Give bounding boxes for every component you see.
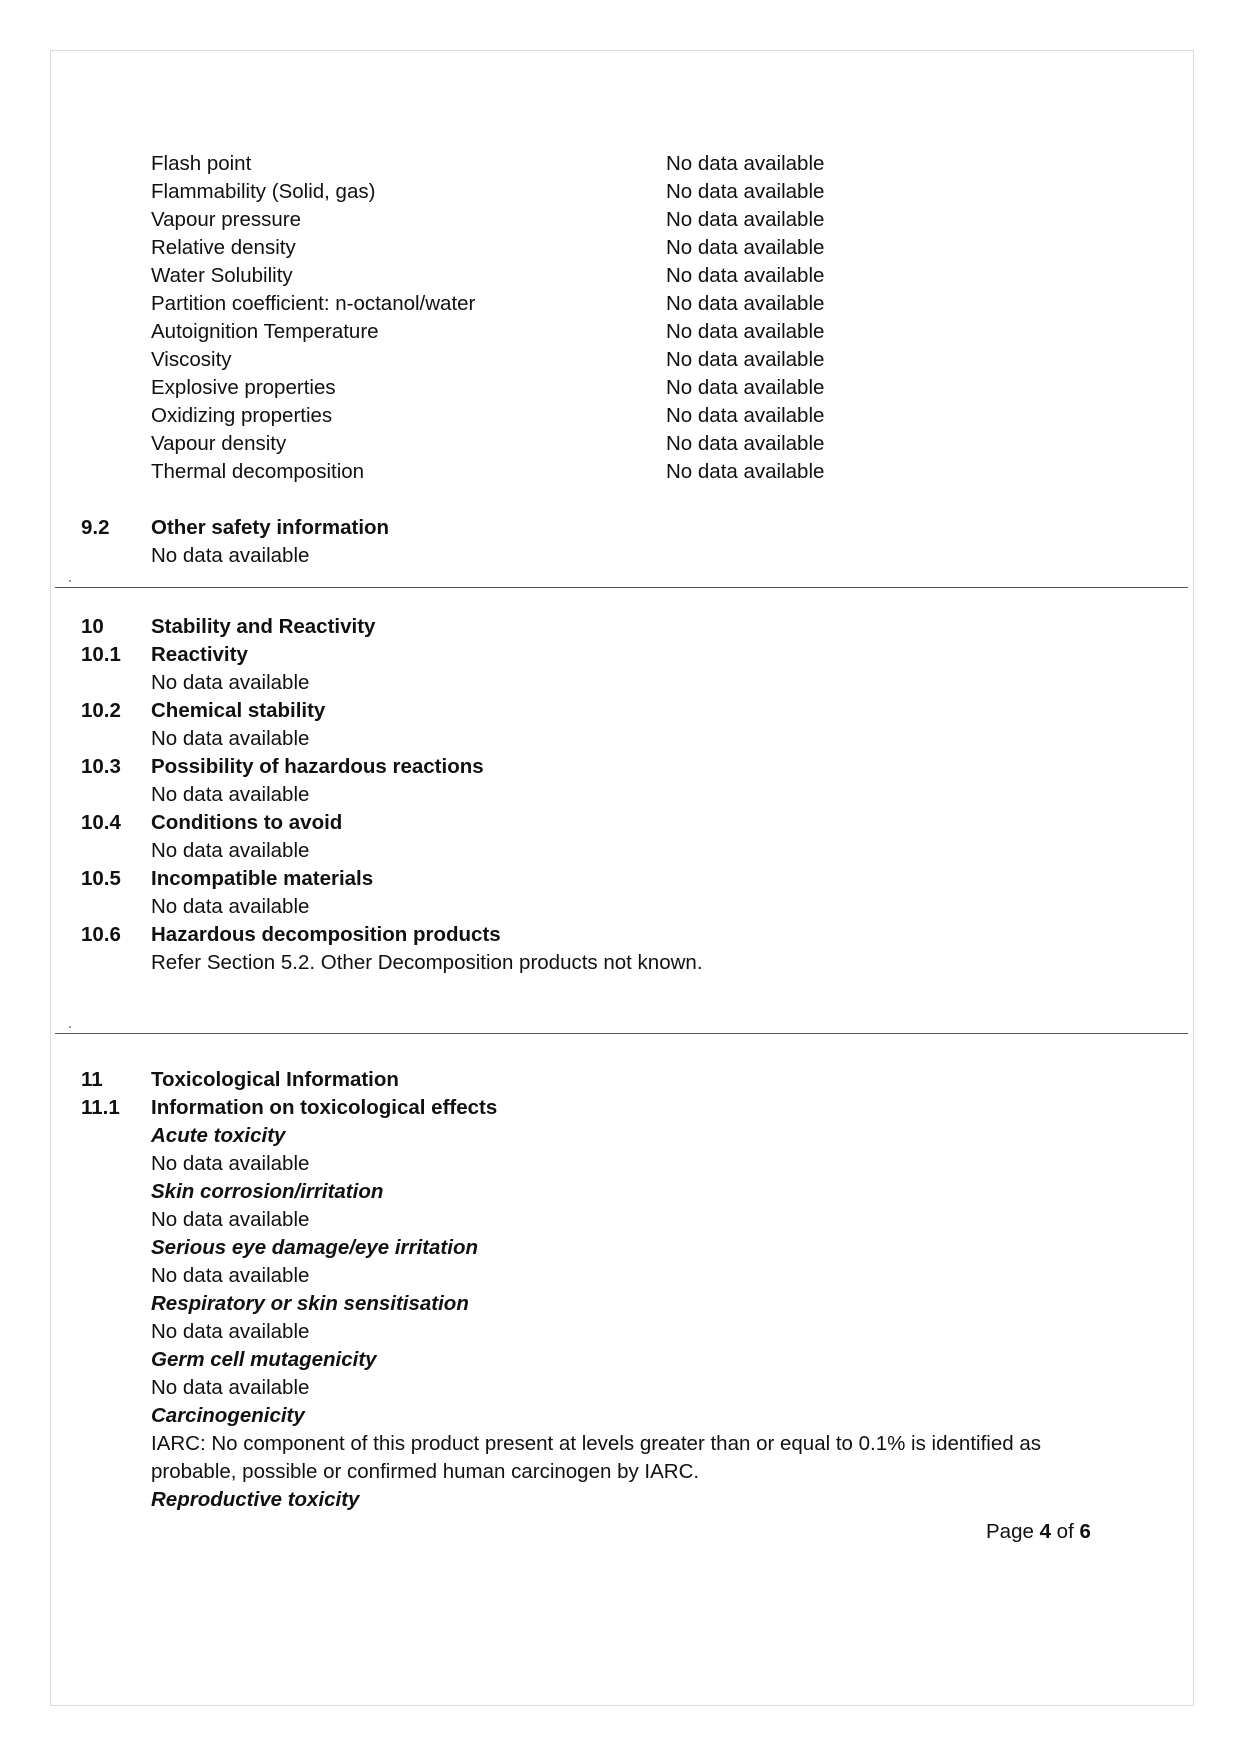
subsection-heading: Respiratory or skin sensitisation — [151, 1292, 469, 1315]
section-heading: Other safety information — [151, 516, 390, 539]
property-value: No data available — [666, 460, 825, 483]
divider-mark — [69, 580, 71, 582]
subsection-heading: Serious eye damage/eye irritation — [151, 1236, 478, 1259]
section-text: No data available — [151, 895, 310, 918]
section-heading: Chemical stability — [151, 699, 326, 722]
property-value: No data available — [666, 320, 825, 343]
section-number: 10.6 — [81, 923, 121, 946]
section-divider — [55, 587, 1188, 588]
section-text: No data available — [151, 1376, 310, 1399]
page-number — [986, 1518, 1091, 1546]
page-total: 6 — [1079, 1520, 1091, 1543]
section-heading: Toxicological Information — [151, 1068, 399, 1091]
section-text: No data available — [151, 1208, 310, 1231]
property-label: Partition coefficient: n-octanol/water — [151, 292, 476, 315]
subsection-heading: Reproductive toxicity — [151, 1488, 360, 1511]
section-text: No data available — [151, 671, 310, 694]
property-value: No data available — [666, 152, 825, 175]
property-label: Thermal decomposition — [151, 460, 365, 483]
property-label: Vapour pressure — [151, 208, 302, 231]
property-value: No data available — [666, 432, 825, 455]
section-text: No data available — [151, 544, 310, 567]
property-value: No data available — [666, 236, 825, 259]
section-text: Refer Section 5.2. Other Decomposition products not known. — [151, 951, 703, 974]
section-heading: Hazardous decomposition products — [151, 923, 501, 946]
section-text: IARC: No component of this product present at levels greater than or equal to 0.1% is identified as probable, possible or confirmed human carcinogen by IARC. — [151, 1432, 1041, 1483]
section-heading: Stability and Reactivity — [151, 615, 376, 638]
property-value: No data available — [666, 348, 825, 371]
property-value: No data available — [666, 404, 825, 427]
property-label: Water Solubility — [151, 264, 293, 287]
section-heading: Reactivity — [151, 643, 248, 666]
subsection-heading: Germ cell mutagenicity — [151, 1348, 377, 1371]
section-heading: Conditions to avoid — [151, 811, 343, 834]
section-text: No data available — [151, 1264, 310, 1287]
subsection-heading: Skin corrosion/irritation — [151, 1180, 384, 1203]
section-heading: Information on toxicological effects — [151, 1096, 498, 1119]
property-value: No data available — [666, 208, 825, 231]
section-number: 9.2 — [81, 516, 110, 539]
property-label: Flammability (Solid, gas) — [151, 180, 376, 203]
section-text: No data available — [151, 839, 310, 862]
section-number: 10 — [81, 615, 104, 638]
property-value: No data available — [666, 292, 825, 315]
page-current: 4 — [1039, 1520, 1051, 1543]
page-prefix: Page — [986, 1520, 1040, 1543]
section-divider — [55, 1033, 1188, 1034]
property-label: Flash point — [151, 152, 252, 175]
property-value: No data available — [666, 264, 825, 287]
section-text: No data available — [151, 727, 310, 750]
page-separator: of — [1050, 1520, 1080, 1543]
subsection-heading: Carcinogenicity — [151, 1404, 305, 1427]
property-label: Explosive properties — [151, 376, 336, 399]
subsection-heading: Acute toxicity — [151, 1124, 286, 1147]
property-label: Relative density — [151, 236, 296, 259]
property-label: Vapour density — [151, 432, 287, 455]
section-number: 11 — [81, 1068, 103, 1091]
section-heading: Possibility of hazardous reactions — [151, 755, 484, 778]
section-text: No data available — [151, 1320, 310, 1343]
section-heading: Incompatible materials — [151, 867, 374, 890]
section-number: 11.1 — [81, 1096, 120, 1119]
property-label: Oxidizing properties — [151, 404, 333, 427]
section-number: 10.5 — [81, 867, 121, 890]
property-label: Autoignition Temperature — [151, 320, 379, 343]
property-value: No data available — [666, 180, 825, 203]
property-value: No data available — [666, 376, 825, 399]
section-number: 10.2 — [81, 699, 121, 722]
section-text: No data available — [151, 783, 310, 806]
property-label: Viscosity — [151, 348, 232, 371]
section-number: 10.4 — [81, 811, 121, 834]
section-number: 10.1 — [81, 643, 121, 666]
section-number: 10.3 — [81, 755, 121, 778]
section-text: No data available — [151, 1152, 310, 1175]
divider-mark — [69, 1026, 71, 1028]
